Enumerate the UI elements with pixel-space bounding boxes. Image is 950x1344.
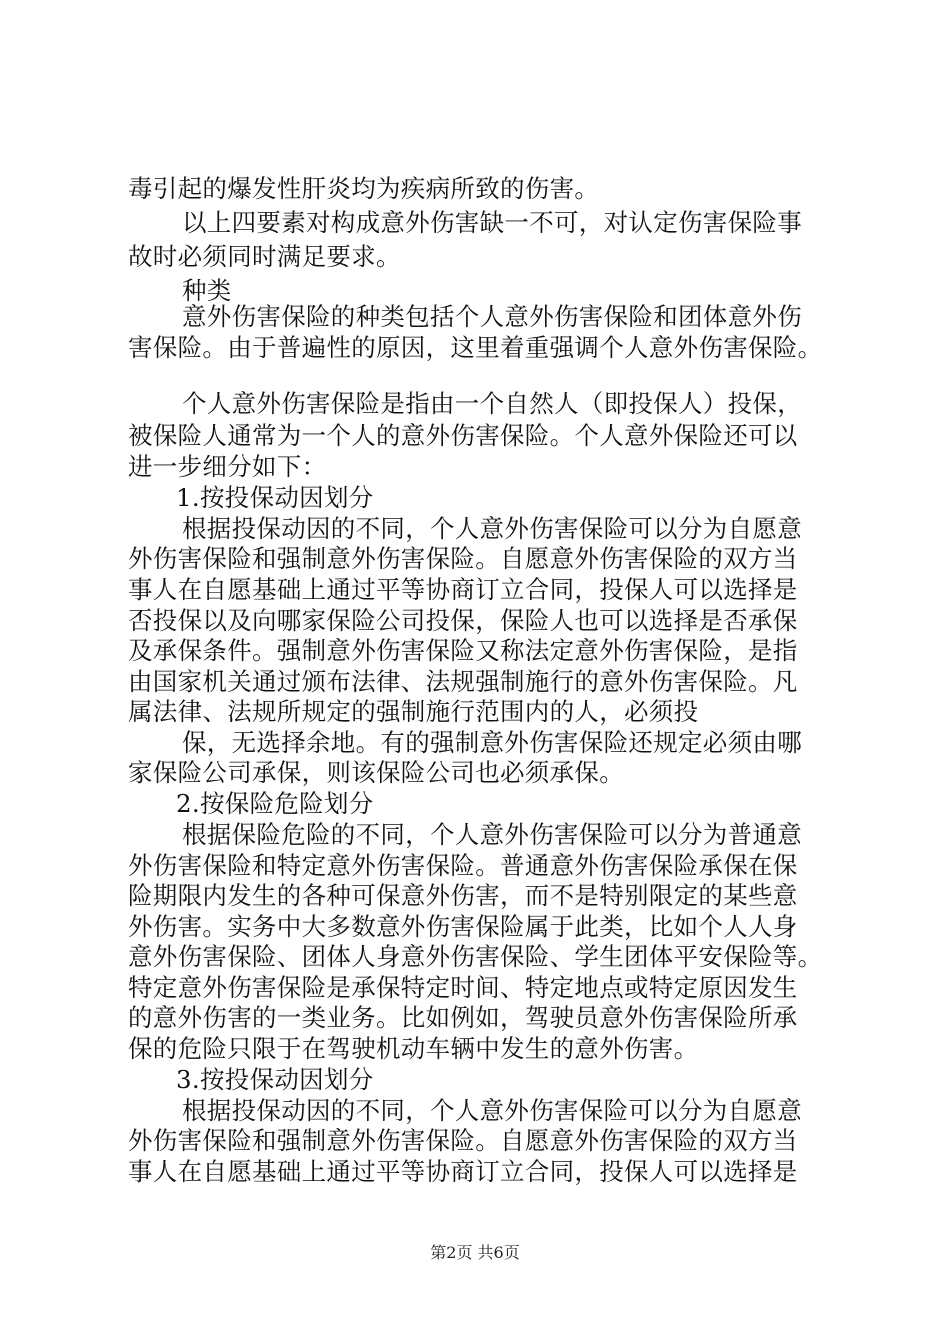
text-line: 进一步细分如下：	[128, 452, 327, 481]
text-line: 外伤害。实务中大多数意外伤害保险属于此类，比如个人人身	[128, 912, 798, 941]
text-line: 外伤害保险和特定意外伤害保险。普通意外伤害保险承保在保	[128, 851, 798, 880]
text-line: 根据投保动因的不同，个人意外伤害保险可以分为自愿意	[182, 1096, 802, 1125]
text-line: 被保险人通常为一个人的意外伤害保险。个人意外保险还可以	[128, 421, 798, 450]
text-line: 保的危险只限于在驾驶机动车辆中发生的意外伤害。	[128, 1034, 699, 1063]
text-line: 意外伤害保险的种类包括个人意外伤害保险和团体意外伤	[182, 302, 802, 331]
text-line: 事人在自愿基础上通过平等协商订立合同，投保人可以选择是	[128, 1157, 798, 1186]
text-line: 的意外伤害的一类业务。比如例如，驾驶员意外伤害保险所承	[128, 1003, 798, 1032]
text-line: 故时必须同时满足要求。	[128, 242, 401, 271]
text-line: 毒引起的爆发性肝炎均为疾病所致的伤害。	[128, 174, 600, 203]
text-line: 根据投保动因的不同，个人意外伤害保险可以分为自愿意	[182, 514, 802, 543]
subsection-heading: 1.按投保动因划分	[176, 483, 374, 512]
text-line: 根据保险危险的不同，个人意外伤害保险可以分为普通意	[182, 820, 802, 849]
text-line: 以上四要素对构成意外伤害缺一不可，对认定伤害保险事	[182, 208, 802, 237]
text-line: 否投保以及向哪家保险公司投保，保险人也可以选择是否承保	[128, 606, 798, 635]
text-line: 属法律、法规所规定的强制施行范围内的人，必须投	[128, 697, 699, 726]
text-line: 保，无选择余地。有的强制意外伤害保险还规定必须由哪	[182, 728, 802, 757]
text-line: 害保险。由于普遍性的原因，这里着重强调个人意外伤害保险。	[128, 333, 823, 362]
text-line: 及承保条件。强制意外伤害保险又称法定意外伤害保险，是指	[128, 636, 798, 665]
text-line: 外伤害保险和强制意外伤害保险。自愿意外伤害保险的双方当	[128, 1126, 798, 1155]
subsection-heading: 2.按保险危险划分	[176, 789, 374, 818]
text-line: 特定意外伤害保险是承保特定时间、特定地点或特定原因发生	[128, 973, 798, 1002]
text-line: 外伤害保险和强制意外伤害保险。自愿意外伤害保险的双方当	[128, 544, 798, 573]
text-line: 险期限内发生的各种可保意外伤害，而不是特别限定的某些意	[128, 881, 798, 910]
text-line: 由国家机关通过颁布法律、法规强制施行的意外伤害保险。凡	[128, 667, 798, 696]
text-line: 个人意外伤害保险是指由一个自然人（即投保人）投保，	[182, 389, 802, 418]
page-number-footer: 第2页 共6页	[430, 1243, 520, 1262]
text-line: 事人在自愿基础上通过平等协商订立合同，投保人可以选择是	[128, 575, 798, 604]
section-heading: 种类	[182, 276, 232, 305]
text-line: 家保险公司承保，则该保险公司也必须承保。	[128, 758, 624, 787]
text-line: 意外伤害保险、团体人身意外伤害保险、学生团体平安保险等。	[128, 942, 823, 971]
subsection-heading: 3.按投保动因划分	[176, 1065, 374, 1094]
